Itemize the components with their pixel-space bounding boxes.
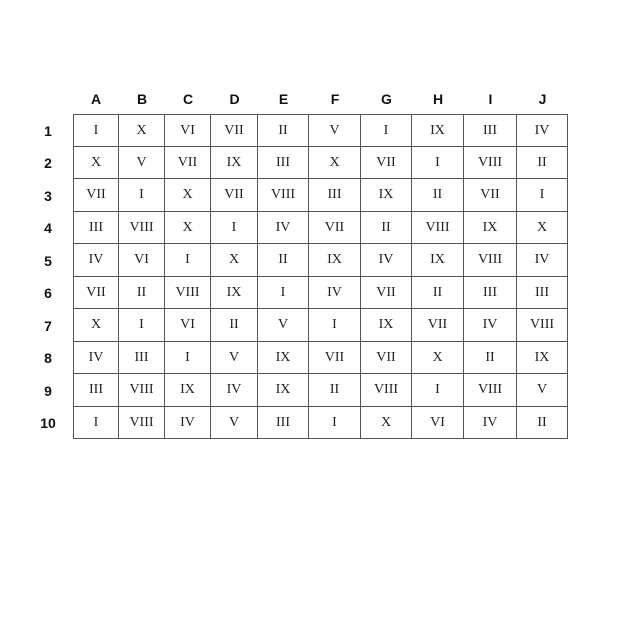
cell-b1: X [119, 114, 165, 147]
cell-f10: I [309, 407, 361, 439]
cell-d8: V [211, 342, 258, 374]
cell-j10: II [517, 407, 568, 439]
row-header-5: 5 [44, 252, 52, 269]
cell-i6: III [464, 277, 517, 309]
cell-a10: I [73, 407, 119, 439]
row-header-7: 7 [44, 317, 52, 334]
cell-d10: V [211, 407, 258, 439]
column-header-g: G [381, 91, 392, 107]
cell-b8: III [119, 342, 165, 374]
cell-e5: II [258, 244, 309, 277]
cell-b9: VIII [119, 374, 165, 407]
cell-i2: VIII [464, 147, 517, 179]
cell-j2: II [517, 147, 568, 179]
row-header-2: 2 [44, 155, 52, 171]
row-header-1: 1 [44, 122, 52, 139]
column-header-c: C [182, 91, 194, 107]
cell-a3: VII [73, 179, 119, 212]
cell-f8: VII [309, 342, 361, 374]
cell-i1: III [464, 114, 517, 147]
row-header-3: 3 [44, 187, 52, 204]
cell-e3: VIII [258, 179, 309, 212]
cell-d1: VII [211, 114, 258, 147]
cell-a9: III [73, 374, 119, 407]
cell-d9: IV [211, 374, 258, 407]
cell-f6: IV [309, 277, 361, 309]
cell-c7: VI [165, 309, 211, 342]
cell-d5: X [211, 244, 258, 277]
cell-b3: I [119, 179, 165, 212]
cell-d2: IX [211, 147, 258, 179]
cell-j5: IV [517, 244, 568, 277]
cell-j3: I [517, 179, 568, 212]
cell-f2: X [309, 147, 361, 179]
cell-h2: I [412, 147, 464, 179]
cell-i5: VIII [464, 244, 517, 277]
cell-c3: X [165, 179, 211, 212]
cell-i8: II [464, 342, 517, 374]
cell-g10: X [361, 407, 412, 439]
column-header-a: A [90, 91, 102, 107]
cell-a1: I [73, 114, 119, 147]
cell-j6: III [517, 277, 568, 309]
cell-h1: IX [412, 114, 464, 147]
cell-a8: IV [73, 342, 119, 374]
cell-h9: I [412, 374, 464, 407]
cell-j8: IX [517, 342, 568, 374]
cell-d4: I [211, 212, 258, 244]
column-header-f: F [330, 91, 340, 107]
cell-i7: IV [464, 309, 517, 342]
cell-e10: III [258, 407, 309, 439]
cell-i3: VII [464, 179, 517, 212]
cell-a2: X [73, 147, 119, 179]
cell-c10: IV [165, 407, 211, 439]
cell-b10: VIII [119, 407, 165, 439]
cell-c4: X [165, 212, 211, 244]
column-header-h: H [432, 91, 444, 107]
cell-h5: IX [412, 244, 464, 277]
row-header-9: 9 [44, 382, 52, 399]
cell-d3: VII [211, 179, 258, 212]
cell-a4: III [73, 212, 119, 244]
cell-f7: I [309, 309, 361, 342]
cell-b5: VI [119, 244, 165, 277]
cell-h6: II [412, 277, 464, 309]
column-header-e: E [278, 91, 289, 107]
cell-h10: VI [412, 407, 464, 439]
cell-c1: VI [165, 114, 211, 147]
cell-g7: IX [361, 309, 412, 342]
row-header-6: 6 [44, 285, 52, 301]
row-header-10: 10 [40, 415, 56, 431]
column-header-b: B [136, 91, 148, 107]
column-header-d: D [229, 91, 240, 107]
cell-i4: IX [464, 212, 517, 244]
cell-g4: II [361, 212, 412, 244]
cell-h3: II [412, 179, 464, 212]
row-header-4: 4 [44, 220, 52, 236]
cell-f3: III [309, 179, 361, 212]
cell-d6: IX [211, 277, 258, 309]
cell-i9: VIII [464, 374, 517, 407]
cell-f1: V [309, 114, 361, 147]
cell-e4: IV [258, 212, 309, 244]
cell-c8: I [165, 342, 211, 374]
cell-e6: I [258, 277, 309, 309]
cell-j7: VIII [517, 309, 568, 342]
cell-f4: VII [309, 212, 361, 244]
cell-c6: VIII [165, 277, 211, 309]
cell-e2: III [258, 147, 309, 179]
cell-e7: V [258, 309, 309, 342]
cell-a6: VII [73, 277, 119, 309]
row-header-8: 8 [44, 350, 52, 366]
cell-g9: VIII [361, 374, 412, 407]
cell-e9: IX [258, 374, 309, 407]
cell-g1: I [361, 114, 412, 147]
cell-b4: VIII [119, 212, 165, 244]
cell-h8: X [412, 342, 464, 374]
cell-f5: IX [309, 244, 361, 277]
cell-e1: II [258, 114, 309, 147]
cell-c9: IX [165, 374, 211, 407]
cell-h7: VII [412, 309, 464, 342]
cell-a5: IV [73, 244, 119, 277]
cell-e8: IX [258, 342, 309, 374]
cell-j1: IV [517, 114, 568, 147]
cell-c2: VII [165, 147, 211, 179]
cell-a7: X [73, 309, 119, 342]
cell-b7: I [119, 309, 165, 342]
cell-h4: VIII [412, 212, 464, 244]
cell-b2: V [119, 147, 165, 179]
cell-g8: VII [361, 342, 412, 374]
cell-b6: II [119, 277, 165, 309]
column-header-j: J [538, 91, 547, 107]
cell-j4: X [517, 212, 568, 244]
cell-d7: II [211, 309, 258, 342]
cell-g5: IV [361, 244, 412, 277]
cell-g2: VII [361, 147, 412, 179]
column-header-i: I [488, 91, 493, 107]
cell-i10: IV [464, 407, 517, 439]
cell-c5: I [165, 244, 211, 277]
cell-f9: II [309, 374, 361, 407]
cell-g6: VII [361, 277, 412, 309]
cell-g3: IX [361, 179, 412, 212]
cell-j9: V [517, 374, 568, 407]
